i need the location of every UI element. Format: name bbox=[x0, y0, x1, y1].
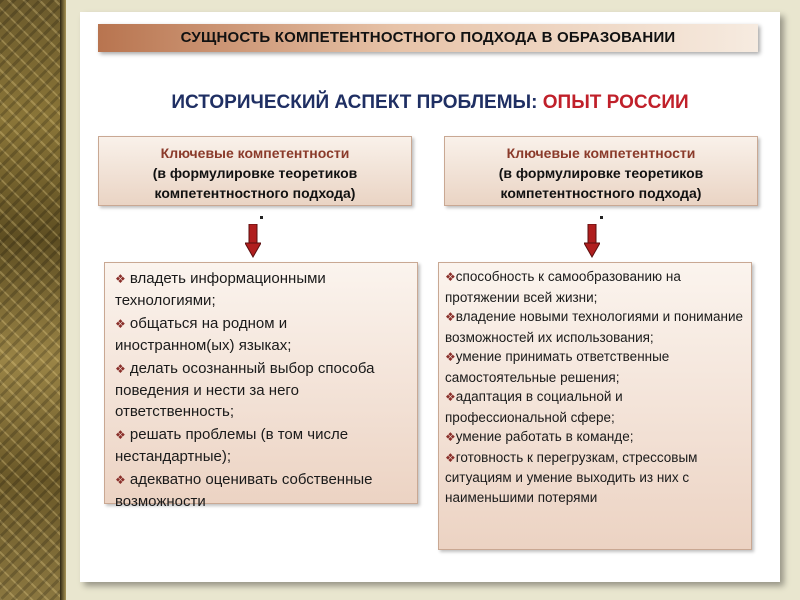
diamond-bullet-icon: ❖ bbox=[115, 272, 126, 286]
list-item bbox=[445, 307, 745, 347]
right-dot bbox=[600, 216, 603, 219]
decorative-stone-strip bbox=[0, 0, 60, 600]
left-dot bbox=[260, 216, 263, 219]
list-item-text: адаптация в социальной и профессиональной сфере; bbox=[445, 389, 623, 425]
right-competence-list bbox=[438, 262, 752, 550]
list-item-text: умение принимать ответственные самостоятельные решения; bbox=[445, 349, 670, 385]
list-item bbox=[115, 358, 409, 422]
diamond-bullet-icon: ❖ bbox=[115, 317, 126, 331]
list-item-text: адекватно оценивать собственные возможности bbox=[115, 471, 373, 510]
subtitle-accent: ОПЫТ РОССИИ bbox=[542, 92, 689, 113]
list-item bbox=[445, 427, 745, 448]
list-item-text: готовность к перегрузкам, стрессовым ситуациям и умение выходить из них с наименьшими потерями bbox=[445, 449, 698, 505]
list-item-text: владеть информационными технологиями; bbox=[115, 270, 326, 309]
right-box-line2: (в формулировке теоретиков bbox=[498, 165, 704, 181]
right-box-line3: компетентностного подхода) bbox=[500, 185, 702, 201]
diamond-bullet-icon: ❖ bbox=[115, 428, 126, 442]
left-box-title: Ключевые компетентности bbox=[160, 145, 350, 161]
slide-header bbox=[98, 24, 758, 52]
diamond-bullet-icon: ❖ bbox=[115, 362, 126, 376]
list-item-text: способность к самообразованию на протяжении всей жизни; bbox=[445, 269, 681, 305]
left-competence-box bbox=[98, 136, 412, 206]
diamond-bullet-icon: ❖ bbox=[445, 310, 456, 324]
diamond-bullet-icon: ❖ bbox=[445, 350, 456, 364]
left-competence-list bbox=[104, 262, 418, 510]
list-item bbox=[445, 387, 745, 427]
list-item-text: делать осознанный выбор способа поведения и нести за него ответственность; bbox=[115, 360, 375, 420]
diamond-bullet-icon: ❖ bbox=[445, 270, 456, 284]
right-box-title: Ключевые компетентности bbox=[506, 145, 696, 161]
diamond-bullet-icon: ❖ bbox=[445, 430, 456, 444]
diamond-bullet-icon: ❖ bbox=[115, 473, 126, 487]
diamond-bullet-icon: ❖ bbox=[445, 390, 456, 404]
left-down-arrow-icon bbox=[245, 224, 261, 258]
left-box-line3: компетентностного подхода) bbox=[154, 185, 356, 201]
list-item-text: решать проблемы (в том числе нестандартные); bbox=[115, 426, 349, 465]
header-title: СУЩНОСТЬ КОМПЕТЕНТНОСТНОГО ПОДХОДА В ОБРАЗОВАНИИ bbox=[180, 29, 676, 46]
slide-card bbox=[80, 12, 780, 582]
list-item bbox=[115, 469, 409, 512]
list-item-text: умение работать в команде; bbox=[455, 429, 634, 444]
diamond-bullet-icon: ❖ bbox=[445, 450, 456, 465]
list-item bbox=[115, 268, 409, 311]
list-item-text: владение новыми технологиями и понимание возможностей их использования; bbox=[445, 309, 744, 345]
strip-edge bbox=[60, 0, 66, 600]
right-down-arrow-icon bbox=[584, 224, 600, 258]
list-item bbox=[445, 448, 745, 508]
slide-subtitle bbox=[80, 92, 780, 114]
list-item bbox=[115, 313, 409, 356]
right-competence-box bbox=[444, 136, 758, 206]
list-item bbox=[115, 424, 409, 467]
list-item bbox=[445, 267, 745, 307]
list-item bbox=[445, 347, 745, 387]
list-item-text: общаться на родном и иностранном(ых) языках; bbox=[115, 315, 292, 354]
left-box-line2: (в формулировке теоретиков bbox=[152, 165, 358, 181]
subtitle-main: ИСТОРИЧЕСКИЙ АСПЕКТ ПРОБЛЕМЫ: bbox=[171, 92, 543, 113]
